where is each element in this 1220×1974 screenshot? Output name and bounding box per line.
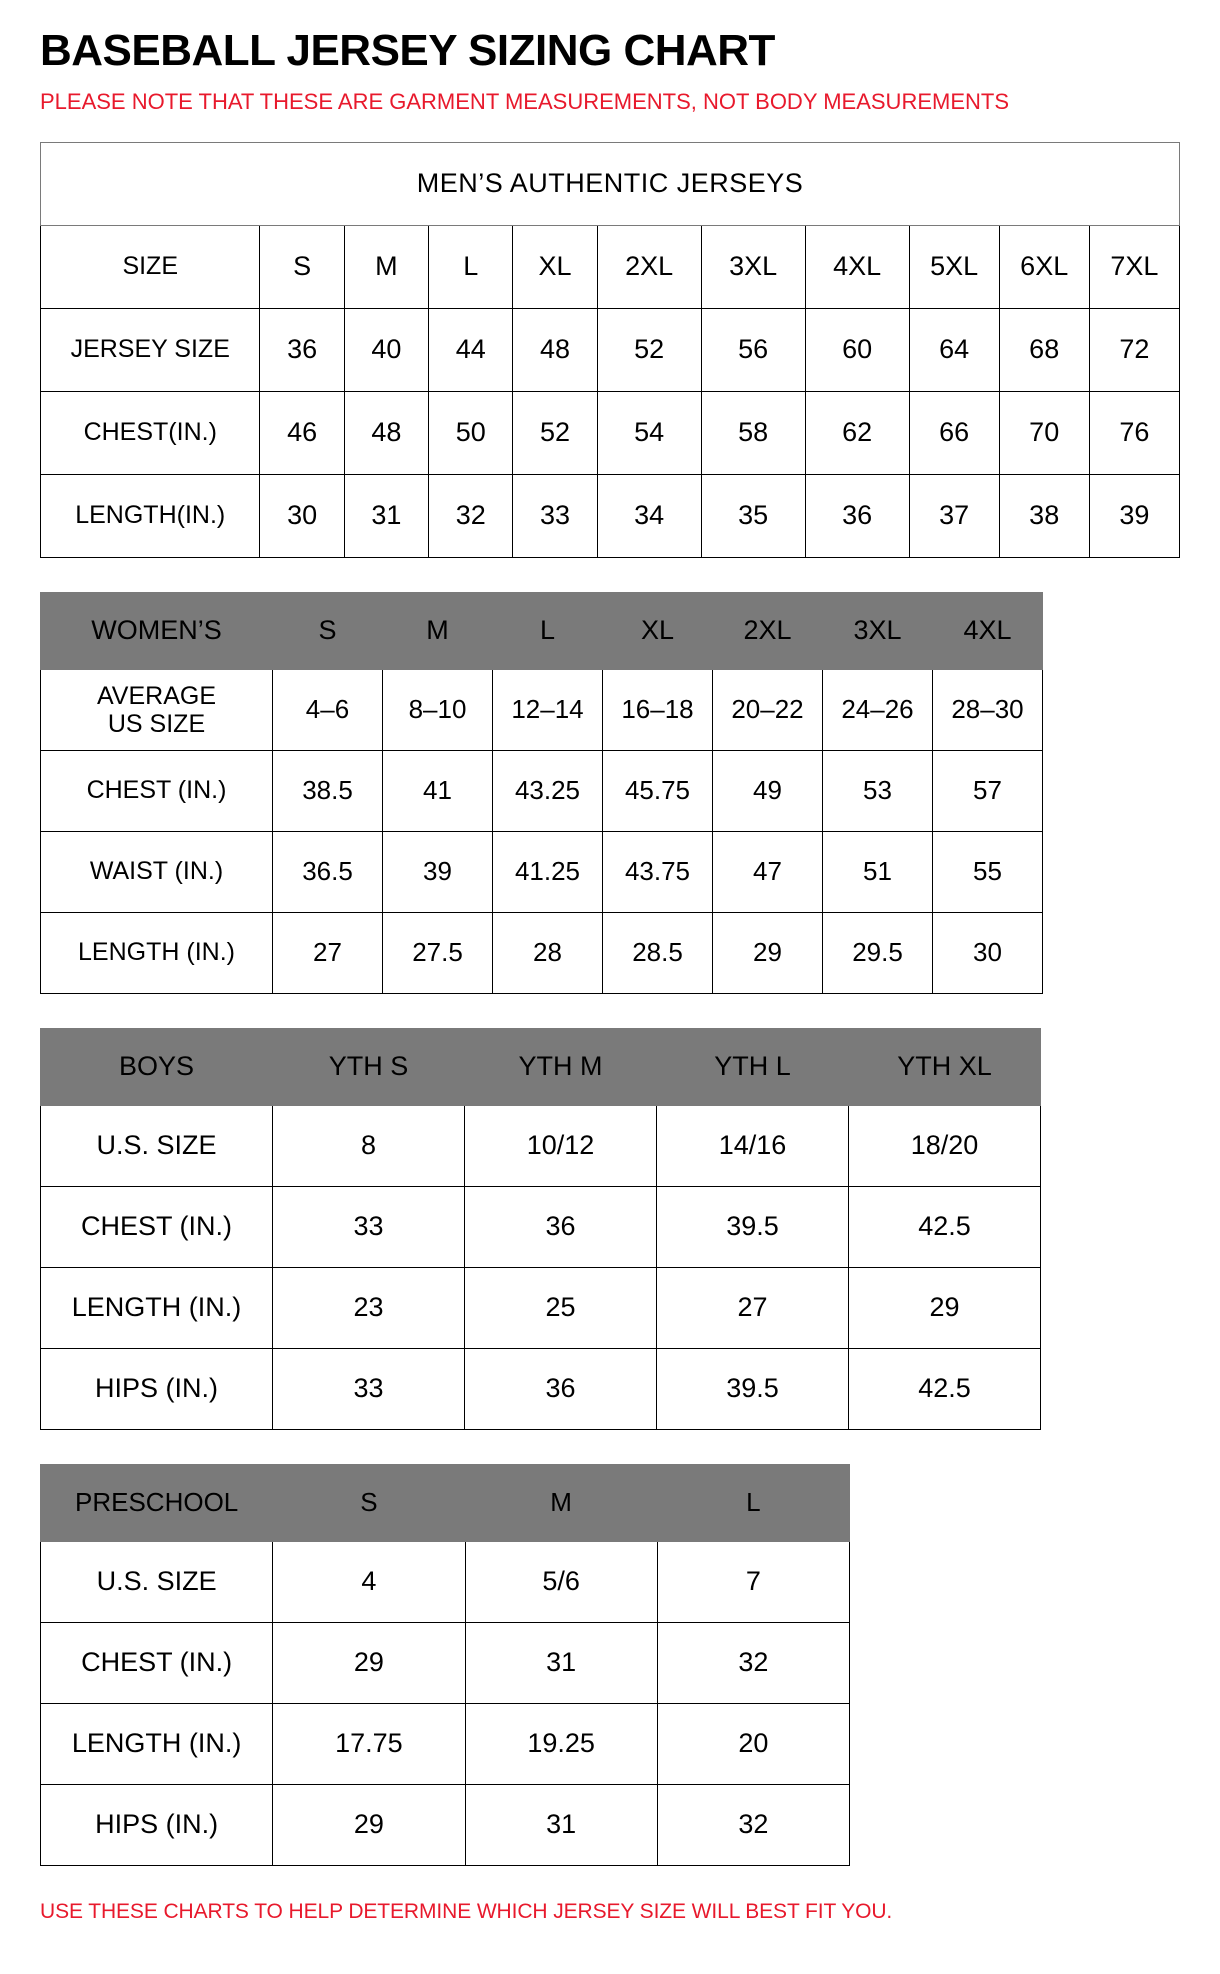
cell: 29 (713, 912, 823, 993)
table-row (41, 1186, 1041, 1267)
table-header-row (41, 1028, 1041, 1105)
row-label (41, 669, 273, 750)
cell: 72 (1089, 308, 1179, 391)
cell: 41.25 (493, 831, 603, 912)
cell: 50 (429, 391, 513, 474)
cell: 38.5 (273, 750, 383, 831)
row-label: CHEST(IN.) (41, 391, 260, 474)
cell: 70 (999, 391, 1089, 474)
cell: 53 (823, 750, 933, 831)
cell: 12–14 (493, 669, 603, 750)
cell: 41 (383, 750, 493, 831)
cell: 29 (273, 1784, 465, 1865)
table-banner-row (41, 142, 1180, 225)
row-label: LENGTH (IN.) (41, 912, 273, 993)
womens-header-label: WOMEN’S (41, 592, 273, 669)
row-label: WAIST (IN.) (41, 831, 273, 912)
row-label: LENGTH (IN.) (41, 1267, 273, 1348)
column-header-5xl: 5XL (909, 225, 999, 308)
table-row (41, 1784, 850, 1865)
cell: 46 (260, 391, 344, 474)
cell: 34 (597, 474, 701, 557)
column-header-2xl: 2XL (713, 592, 823, 669)
row-label: HIPS (IN.) (41, 1784, 273, 1865)
column-header-m: M (344, 225, 428, 308)
cell: 68 (999, 308, 1089, 391)
column-header-yth-xl: YTH XL (849, 1028, 1041, 1105)
cell: 32 (657, 1784, 849, 1865)
cell: 28.5 (603, 912, 713, 993)
column-header-m: M (383, 592, 493, 669)
column-header-l: L (429, 225, 513, 308)
cell: 55 (933, 831, 1043, 912)
cell: 38 (999, 474, 1089, 557)
column-header-yth-l: YTH L (657, 1028, 849, 1105)
cell: 16–18 (603, 669, 713, 750)
cell: 37 (909, 474, 999, 557)
row-label: HIPS (IN.) (41, 1348, 273, 1429)
cell: 33 (273, 1186, 465, 1267)
cell: 18/20 (849, 1105, 1041, 1186)
column-header-xl: XL (513, 225, 597, 308)
column-header-3xl: 3XL (823, 592, 933, 669)
row-label: JERSEY SIZE (41, 308, 260, 391)
cell: 17.75 (273, 1703, 465, 1784)
cell: 4–6 (273, 669, 383, 750)
cell: 43.25 (493, 750, 603, 831)
preschool-header-label: PRESCHOOL (41, 1464, 273, 1541)
cell: 43.75 (603, 831, 713, 912)
cell: 39.5 (657, 1348, 849, 1429)
cell: 48 (344, 391, 428, 474)
table-row (41, 1348, 1041, 1429)
cell: 19.25 (465, 1703, 657, 1784)
cell: 36 (465, 1186, 657, 1267)
cell: 32 (657, 1622, 849, 1703)
table-row (41, 831, 1043, 912)
cell: 42.5 (849, 1186, 1041, 1267)
column-header-s: S (273, 1464, 465, 1541)
column-header-l: L (493, 592, 603, 669)
cell: 56 (701, 308, 805, 391)
row-label: U.S. SIZE (41, 1541, 273, 1622)
cell: 48 (513, 308, 597, 391)
column-header-s: S (260, 225, 344, 308)
cell: 45.75 (603, 750, 713, 831)
column-header-7xl: 7XL (1089, 225, 1179, 308)
column-header-xl: XL (603, 592, 713, 669)
cell: 14/16 (657, 1105, 849, 1186)
cell: 40 (344, 308, 428, 391)
cell: 51 (823, 831, 933, 912)
footer-note: USE THESE CHARTS TO HELP DETERMINE WHICH JERSEY SIZE WILL BEST FIT YOU. (40, 1899, 893, 1923)
cell: 44 (429, 308, 513, 391)
cell: 29 (849, 1267, 1041, 1348)
table-row (41, 1541, 850, 1622)
table-row (41, 1267, 1041, 1348)
column-header-3xl: 3XL (701, 225, 805, 308)
womens-sizing-table (40, 592, 1043, 994)
table-header-row (41, 1464, 850, 1541)
cell: 29.5 (823, 912, 933, 993)
cell: 30 (933, 912, 1043, 993)
cell: 30 (260, 474, 344, 557)
cell: 49 (713, 750, 823, 831)
cell: 42.5 (849, 1348, 1041, 1429)
row-label: LENGTH (IN.) (41, 1703, 273, 1784)
cell: 66 (909, 391, 999, 474)
cell: 20 (657, 1703, 849, 1784)
cell: 27.5 (383, 912, 493, 993)
column-header-m: M (465, 1464, 657, 1541)
column-header-2xl: 2XL (597, 225, 701, 308)
cell: 39 (1089, 474, 1179, 557)
cell: 76 (1089, 391, 1179, 474)
cell: 36 (260, 308, 344, 391)
cell: 60 (805, 308, 909, 391)
column-header-l: L (657, 1464, 849, 1541)
cell: 27 (273, 912, 383, 993)
cell: 23 (273, 1267, 465, 1348)
table-row (41, 474, 1180, 557)
row-label: CHEST (IN.) (41, 1186, 273, 1267)
table-row (41, 669, 1043, 750)
measurement-note: PLEASE NOTE THAT THESE ARE GARMENT MEASUREMENTS, NOT BODY MEASUREMENTS (40, 89, 1010, 115)
boys-sizing-table (40, 1028, 1041, 1430)
cell: 39 (383, 831, 493, 912)
cell: 52 (513, 391, 597, 474)
cell: 54 (597, 391, 701, 474)
cell: 36 (465, 1348, 657, 1429)
column-header-yth-m: YTH M (465, 1028, 657, 1105)
column-header-size: SIZE (41, 225, 260, 308)
column-header-4xl: 4XL (933, 592, 1043, 669)
cell: 28 (493, 912, 603, 993)
table-header-row (41, 592, 1043, 669)
row-label-line2: US SIZE (107, 709, 206, 738)
cell: 32 (429, 474, 513, 557)
table-header-row (41, 225, 1180, 308)
column-header-s: S (273, 592, 383, 669)
cell: 4 (273, 1541, 465, 1622)
table-row (41, 308, 1180, 391)
cell: 25 (465, 1267, 657, 1348)
cell: 57 (933, 750, 1043, 831)
cell: 8–10 (383, 669, 493, 750)
cell: 36.5 (273, 831, 383, 912)
cell: 29 (273, 1622, 465, 1703)
cell: 31 (344, 474, 428, 557)
cell: 20–22 (713, 669, 823, 750)
column-header-yth-s: YTH S (273, 1028, 465, 1105)
cell: 24–26 (823, 669, 933, 750)
table-row (41, 750, 1043, 831)
table-row (41, 1703, 850, 1784)
cell: 31 (465, 1622, 657, 1703)
column-header-6xl: 6XL (999, 225, 1089, 308)
cell: 31 (465, 1784, 657, 1865)
row-label-line1: AVERAGE (96, 681, 217, 710)
cell: 35 (701, 474, 805, 557)
row-label: U.S. SIZE (41, 1105, 273, 1186)
cell: 33 (513, 474, 597, 557)
mens-sizing-table (40, 142, 1180, 558)
cell: 62 (805, 391, 909, 474)
page-title: BASEBALL JERSEY SIZING CHART (40, 26, 775, 75)
mens-banner: MEN’S AUTHENTIC JERSEYS (41, 142, 1180, 225)
column-header-4xl: 4XL (805, 225, 909, 308)
row-label: CHEST (IN.) (41, 750, 273, 831)
cell: 64 (909, 308, 999, 391)
cell: 39.5 (657, 1186, 849, 1267)
cell: 10/12 (465, 1105, 657, 1186)
cell: 28–30 (933, 669, 1043, 750)
cell: 36 (805, 474, 909, 557)
boys-header-label: BOYS (41, 1028, 273, 1105)
cell: 58 (701, 391, 805, 474)
table-row (41, 391, 1180, 474)
cell: 8 (273, 1105, 465, 1186)
cell: 47 (713, 831, 823, 912)
row-label: LENGTH(IN.) (41, 474, 260, 557)
table-row (41, 912, 1043, 993)
table-row (41, 1105, 1041, 1186)
cell: 33 (273, 1348, 465, 1429)
row-label: CHEST (IN.) (41, 1622, 273, 1703)
cell: 52 (597, 308, 701, 391)
preschool-sizing-table (40, 1464, 850, 1866)
table-row (41, 1622, 850, 1703)
cell: 5/6 (465, 1541, 657, 1622)
cell: 7 (657, 1541, 849, 1622)
cell: 27 (657, 1267, 849, 1348)
